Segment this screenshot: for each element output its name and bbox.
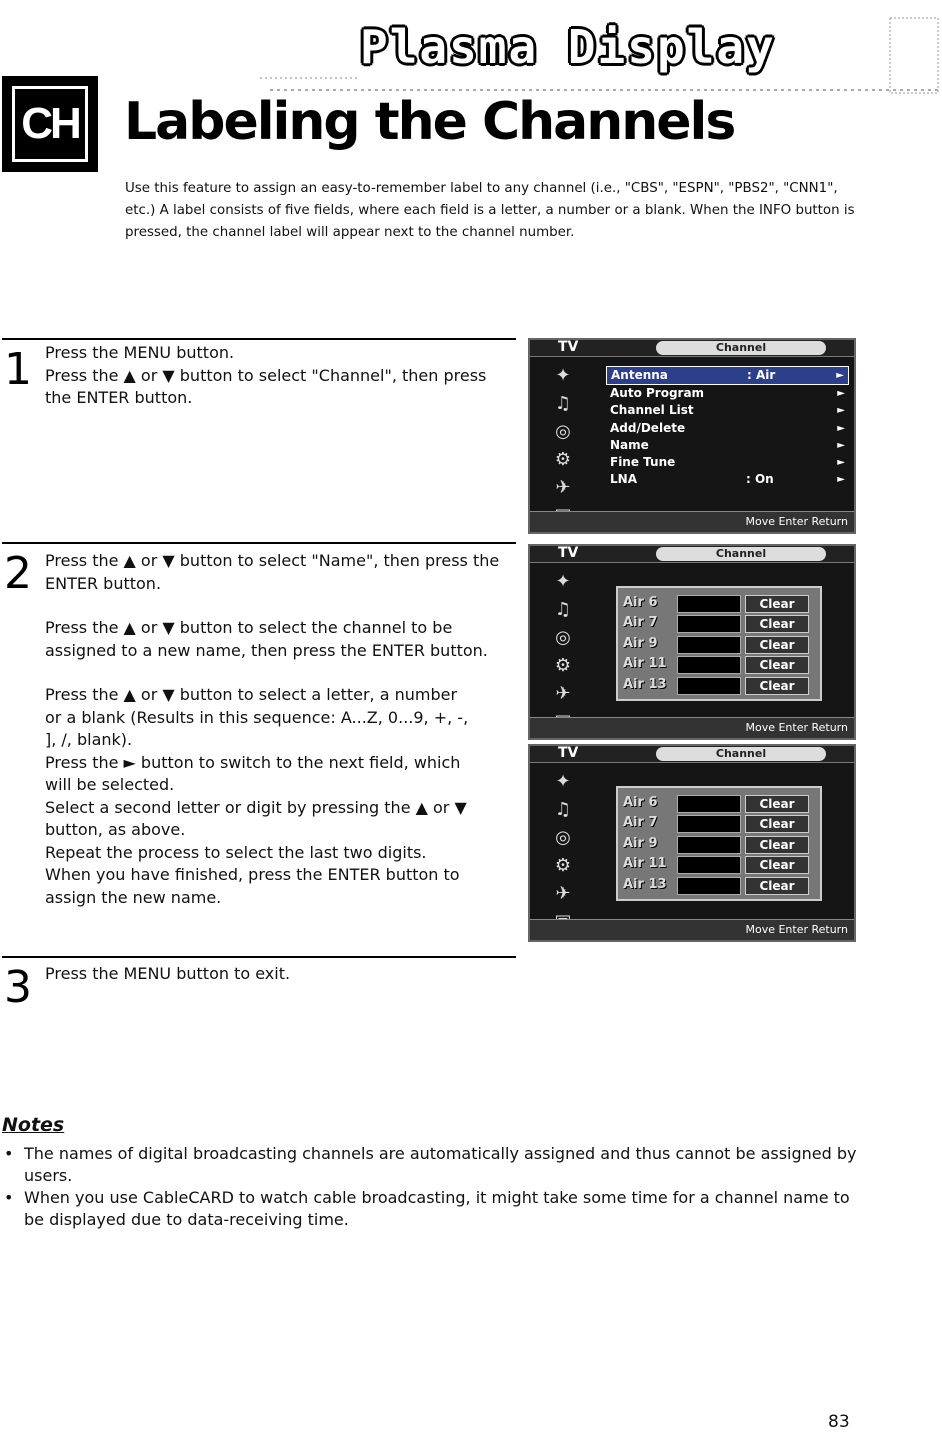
- channel-label: Air 9: [623, 835, 658, 851]
- sound-icon: ♫: [554, 393, 572, 414]
- name-field[interactable]: [677, 856, 741, 874]
- right-arrow-icon: ►: [836, 370, 844, 381]
- menu-item-lna[interactable]: [606, 471, 849, 488]
- step-1-text: [45, 342, 500, 410]
- note-item: • The names of digital broadcasting channels are automatically assigned and thus cannot be assigned by users.: [2, 1143, 862, 1187]
- menu-item-value: : On: [746, 472, 774, 487]
- step-divider: [2, 956, 516, 958]
- note-item: • When you use CableCARD to watch cable broadcasting, it might take some time for a channel name to be displayed due to data-receiving time.: [2, 1187, 862, 1231]
- ch-badge-label: CH: [12, 86, 88, 162]
- notes-heading: Notes: [2, 1114, 65, 1136]
- name-field[interactable]: [677, 815, 741, 833]
- tv-label: TV: [558, 545, 579, 561]
- step-3-text: [45, 963, 505, 986]
- channel-icon: ◎: [555, 421, 571, 442]
- banner-title: Plasma Display: [360, 20, 776, 74]
- name-field[interactable]: [677, 615, 741, 633]
- name-row[interactable]: [621, 635, 817, 653]
- channel-label: Air 13: [623, 676, 667, 692]
- clear-button[interactable]: Clear: [745, 856, 809, 874]
- right-arrow-icon: ►: [837, 405, 845, 417]
- step-line: Press the MENU button.: [45, 343, 235, 362]
- step-line: Press the MENU button to exit.: [45, 964, 291, 983]
- screen-topbar: [530, 546, 854, 563]
- name-row[interactable]: [621, 676, 817, 694]
- channel-label: Air 7: [623, 615, 658, 630]
- menu-title: Channel: [656, 747, 826, 761]
- name-field[interactable]: [677, 595, 741, 613]
- channel-label: Air 7: [623, 815, 658, 830]
- clear-button[interactable]: Clear: [745, 677, 809, 695]
- menu-item-label: Channel List: [610, 403, 694, 418]
- name-grid: [616, 586, 822, 701]
- name-field[interactable]: [677, 677, 741, 695]
- channel-label: Air 9: [623, 635, 658, 651]
- channel-label: Air 11: [623, 656, 667, 671]
- right-arrow-icon: ►: [837, 422, 845, 434]
- name-row[interactable]: [621, 794, 817, 812]
- menu-item-value: : Air: [747, 368, 776, 382]
- menu-icon-column: [548, 568, 578, 736]
- step-line: Press the ▲ or ▼ button to select a letter, a number or a blank (Results in this sequence: A...Z, 0...9, +, -, ], /, blank).: [45, 685, 469, 749]
- menu-item-name[interactable]: [606, 437, 849, 454]
- menu-item-label: Add/Delete: [610, 420, 686, 435]
- tv-screen-name-edit: [528, 744, 856, 942]
- sound-icon: ♫: [554, 599, 572, 620]
- name-field[interactable]: [677, 877, 741, 895]
- menu-item-antenna[interactable]: [606, 366, 849, 385]
- name-row[interactable]: [621, 855, 817, 873]
- menu-item-fine-tune[interactable]: [606, 454, 849, 471]
- name-grid: [616, 786, 822, 901]
- picture-icon: ✦: [555, 365, 571, 386]
- setup-icon: ⚙: [554, 449, 572, 470]
- page-number: 83: [828, 1412, 850, 1432]
- channel-label: Air 13: [623, 876, 667, 892]
- notes-list: [2, 1143, 862, 1231]
- right-arrow-icon: ►: [837, 474, 845, 486]
- menu-item-label: Name: [610, 437, 649, 452]
- clear-button[interactable]: Clear: [745, 877, 809, 895]
- name-field[interactable]: [677, 836, 741, 854]
- screen-topbar: [530, 340, 854, 357]
- clear-button[interactable]: Clear: [745, 615, 809, 633]
- page-title: Labeling the Channels: [124, 92, 735, 152]
- step-paragraph: Press the ▲ or ▼ button to select the channel to be assigned to a new name, then press the ENTER button.: [45, 618, 488, 660]
- right-arrow-icon: ►: [837, 439, 845, 451]
- setup-icon: ⚙: [554, 855, 572, 876]
- clear-button[interactable]: Clear: [745, 595, 809, 613]
- screen-footer: Move Enter Return: [530, 511, 854, 532]
- step-paragraph: Press the ▲ or ▼ button to select "Name", then press the ENTER button.: [45, 551, 500, 593]
- clear-button[interactable]: Clear: [745, 656, 809, 674]
- menu-item-label: Antenna: [611, 368, 668, 382]
- name-row[interactable]: [621, 614, 817, 632]
- name-field[interactable]: [677, 656, 741, 674]
- input-icon: ✈: [555, 683, 571, 704]
- tv-screen-channel-menu: [528, 338, 856, 534]
- clear-button[interactable]: Clear: [745, 815, 809, 833]
- clear-button[interactable]: Clear: [745, 836, 809, 854]
- tv-label: TV: [558, 745, 579, 761]
- step-number: 2: [4, 548, 32, 599]
- name-row[interactable]: [621, 835, 817, 853]
- channel-label: Air 6: [623, 594, 658, 610]
- menu-title: Channel: [656, 341, 826, 355]
- screen-footer: Move Enter Return: [530, 919, 854, 940]
- clear-button[interactable]: Clear: [745, 795, 809, 813]
- step-number: 3: [4, 962, 32, 1013]
- menu-title: Channel: [656, 547, 826, 561]
- step-line: Press the ► button to switch to the next field, which will be selected.: [45, 752, 461, 794]
- setup-icon: ⚙: [554, 655, 572, 676]
- screen-footer: Move Enter Return: [530, 717, 854, 738]
- input-icon: ✈: [555, 477, 571, 498]
- name-row[interactable]: [621, 814, 817, 832]
- picture-icon: ✦: [555, 771, 571, 792]
- screen-topbar: [530, 746, 854, 763]
- channel-menu-list: [606, 366, 849, 488]
- input-icon: ✈: [555, 883, 571, 904]
- menu-item-label: LNA: [610, 472, 637, 487]
- name-row[interactable]: [621, 655, 817, 673]
- step-2-text: [45, 550, 515, 909]
- intro-text: Use this feature to assign an easy-to-remember label to any channel (i.e., "CBS", "ESPN", "PBS2", "CNN1", etc.) A label consists of five fields, where each field is a letter, a number or a blank. When the INFO button is pressed, the channel label will appear next to the channel number.: [125, 181, 855, 240]
- menu-item-add-delete[interactable]: [606, 420, 849, 437]
- menu-item-auto-program[interactable]: [606, 385, 849, 402]
- channel-label: Air 11: [623, 856, 667, 871]
- name-field[interactable]: [677, 795, 741, 813]
- step-line: When you have finished, press the ENTER button to assign the new name.: [45, 865, 460, 907]
- channel-icon: ◎: [555, 827, 571, 848]
- menu-icon-column: [548, 362, 578, 530]
- clear-button[interactable]: Clear: [745, 636, 809, 654]
- right-arrow-icon: ►: [837, 388, 845, 400]
- step-line: Select a second letter or digit by pressing the ▲ or ▼ button, as above.: [45, 797, 467, 839]
- step-divider: [2, 338, 516, 340]
- menu-item-channel-list[interactable]: [606, 402, 849, 419]
- menu-icon-column: [548, 768, 578, 936]
- channel-icon: ◎: [555, 627, 571, 648]
- right-arrow-icon: ►: [837, 456, 845, 468]
- step-number: 1: [4, 344, 32, 395]
- channel-label: Air 6: [623, 794, 658, 810]
- name-row[interactable]: [621, 594, 817, 612]
- step-line: Repeat the process to select the last two digits.: [45, 842, 427, 862]
- name-field[interactable]: [677, 636, 741, 654]
- step-line: Press the ▲ or ▼ button to select "Channel", then press the ENTER button.: [45, 365, 487, 407]
- step-paragraph-group: [45, 684, 470, 909]
- tv-screen-name-list: [528, 544, 856, 740]
- picture-icon: ✦: [555, 571, 571, 592]
- step-divider: [2, 542, 516, 544]
- menu-item-label: Auto Program: [610, 386, 705, 401]
- name-row[interactable]: [621, 876, 817, 894]
- sound-icon: ♫: [554, 799, 572, 820]
- tv-label: TV: [558, 339, 579, 355]
- menu-item-label: Fine Tune: [610, 454, 676, 469]
